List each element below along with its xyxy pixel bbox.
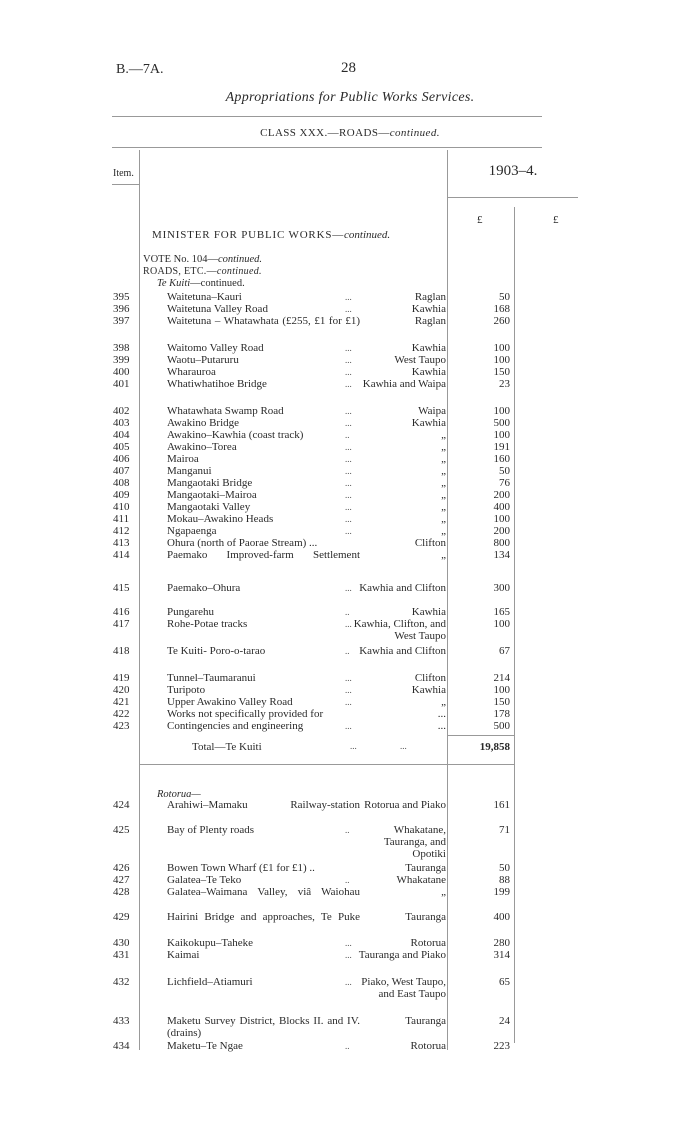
item-number: 402 xyxy=(113,405,130,417)
item-amount: 200 xyxy=(493,489,510,501)
item-amount: 50 xyxy=(499,465,510,477)
item-number: 411 xyxy=(113,513,130,525)
electoral-district: ... xyxy=(437,720,446,732)
item-description: Awakino Bridge xyxy=(167,417,240,429)
item-description: Maketu Survey District, Blocks II. and IV. (drains) xyxy=(167,1015,360,1039)
leader-dots: ... xyxy=(345,673,352,683)
electoral-district: Kawhia xyxy=(411,303,446,315)
leader-dots: ... xyxy=(345,343,352,353)
item-number: 399 xyxy=(113,354,130,366)
roads-heading-main: ROADS, ETC.— xyxy=(143,266,217,277)
header-rule xyxy=(112,116,542,117)
item-description: Mangaotaki Valley xyxy=(167,501,251,513)
item-amount: 100 xyxy=(493,429,510,441)
electoral-district: Tauranga and Piako xyxy=(358,949,446,961)
rotorua-heading: Rotorua— xyxy=(157,789,201,800)
item-number: 415 xyxy=(113,582,130,594)
total-bottom-rule xyxy=(139,764,514,765)
leader-dots: ... xyxy=(345,418,352,428)
electoral-district: Tauranga xyxy=(405,911,446,923)
item-description: Rohe-Potae tracks xyxy=(167,618,248,630)
item-amount: 178 xyxy=(493,708,510,720)
item-number: 425 xyxy=(113,824,130,836)
item-number: 412 xyxy=(113,525,130,537)
electoral-district: „ xyxy=(441,696,446,708)
total-leader-dots-2: ... xyxy=(400,741,407,751)
item-description: Te Kuiti- Poro-o-tarao xyxy=(167,645,266,657)
electoral-district: Kawhia xyxy=(411,684,446,696)
item-amount: 24 xyxy=(499,1015,510,1027)
item-amount: 300 xyxy=(493,582,510,594)
item-amount: 200 xyxy=(493,525,510,537)
item-description: Whatiwhatihoe Bridge xyxy=(167,378,267,390)
leader-dots: ... xyxy=(345,721,352,731)
item-amount: 161 xyxy=(493,799,510,811)
item-description: Whatawhata Swamp Road xyxy=(167,405,284,417)
item-description: Mairoa xyxy=(167,453,199,465)
item-description: Mangaotaki Bridge xyxy=(167,477,253,489)
item-description: Hairini Bridge and approaches, Te Puke xyxy=(167,911,360,923)
leader-dots: ... xyxy=(345,619,352,629)
electoral-district: Whakatane, Tauranga, and Opotiki xyxy=(383,824,446,860)
item-description: Awakino–Kawhia (coast track) xyxy=(167,429,304,441)
item-amount: 88 xyxy=(499,874,510,886)
item-number: 407 xyxy=(113,465,130,477)
item-number: 395 xyxy=(113,291,130,303)
electoral-district: „ xyxy=(441,886,446,898)
item-amount: 191 xyxy=(493,441,510,453)
item-number: 405 xyxy=(113,441,130,453)
leader-dots: ... xyxy=(345,685,352,695)
item-number: 397 xyxy=(113,315,130,327)
leader-dots: ... xyxy=(345,466,352,476)
electoral-district: Kawhia and Waipa xyxy=(362,378,446,390)
item-number: 421 xyxy=(113,696,130,708)
leader-dots: .. xyxy=(345,1041,350,1051)
leader-dots: ... xyxy=(345,292,352,302)
item-number: 416 xyxy=(113,606,130,618)
electoral-district: „ xyxy=(441,477,446,489)
item-number: 398 xyxy=(113,342,130,354)
item-amount: 280 xyxy=(493,937,510,949)
item-number: 417 xyxy=(113,618,130,630)
item-amount: 100 xyxy=(493,684,510,696)
electoral-district: Rotorua and Piako xyxy=(364,799,446,811)
item-description: Manganui xyxy=(167,465,212,477)
item-description: Paemako Improved-farm Settlement xyxy=(167,549,360,561)
item-description: Tunnel–Taumaranui xyxy=(167,672,256,684)
year-column-header: 1903–4. xyxy=(488,163,538,179)
item-amount: 100 xyxy=(493,342,510,354)
vote-heading-cont: continued. xyxy=(217,254,262,265)
electoral-district: Kawhia, Clifton, and West Taupo xyxy=(353,618,446,642)
electoral-district: Tauranga xyxy=(405,1015,446,1027)
item-description: Waitetuna – Whatawhata (£255, £1 for £1) xyxy=(167,315,360,327)
item-description: Mokau–Awakino Heads xyxy=(167,513,274,525)
item-number: 401 xyxy=(113,378,130,390)
item-description: Waitetuna Valley Road xyxy=(167,303,268,315)
total-leader-dots-1: ... xyxy=(350,741,357,751)
item-amount: 165 xyxy=(493,606,510,618)
item-number: 408 xyxy=(113,477,130,489)
leader-dots: ... xyxy=(345,379,352,389)
electoral-district: Kawhia xyxy=(411,606,446,618)
leader-dots: ... xyxy=(345,490,352,500)
district-heading-main: Te Kuiti xyxy=(157,278,191,289)
currency-symbol-1: £ xyxy=(477,214,483,226)
roads-heading xyxy=(143,266,262,277)
item-number: 431 xyxy=(113,949,130,961)
item-number: 406 xyxy=(113,453,130,465)
electoral-district: Kawhia and Clifton xyxy=(359,645,446,657)
amount-column-left-rule xyxy=(447,150,448,1050)
item-description: Kaimai xyxy=(167,949,200,961)
electoral-district: „ xyxy=(441,549,446,561)
item-amount: 67 xyxy=(499,645,510,657)
item-amount: 199 xyxy=(493,886,510,898)
item-number: 400 xyxy=(113,366,130,378)
leader-dots: .. xyxy=(345,607,350,617)
item-amount: 100 xyxy=(493,513,510,525)
electoral-district: „ xyxy=(441,465,446,477)
leader-dots: ... xyxy=(345,442,352,452)
leader-dots: .. xyxy=(345,825,350,835)
leader-dots: ... xyxy=(345,938,352,948)
leader-dots: .. xyxy=(345,646,350,656)
item-description: Lichfield–Atiamuri xyxy=(167,976,253,988)
electoral-district: Clifton xyxy=(414,672,446,684)
electoral-district: Rotorua xyxy=(410,937,446,949)
page-number: 28 xyxy=(341,60,356,76)
item-description: Arahiwi–Mamaku Railway-station xyxy=(167,799,360,811)
item-description: Mangaotaki–Mairoa xyxy=(167,489,257,501)
leader-dots: ... xyxy=(345,478,352,488)
item-description: Ngapaenga xyxy=(167,525,217,537)
total-amount: 19,858 xyxy=(479,741,510,753)
item-amount: 800 xyxy=(493,537,510,549)
item-description: Works not specifically provided for xyxy=(167,708,324,720)
leader-dots: ... xyxy=(345,502,352,512)
item-amount: 260 xyxy=(493,315,510,327)
total-top-rule xyxy=(447,735,514,736)
item-description: Paemako–Ohura xyxy=(167,582,241,594)
item-description: Awakino–Torea xyxy=(167,441,237,453)
electoral-district: Whakatane xyxy=(396,874,446,886)
item-amount: 223 xyxy=(493,1040,510,1052)
item-amount: 50 xyxy=(499,862,510,874)
item-amount: 100 xyxy=(493,618,510,630)
item-number: 404 xyxy=(113,429,130,441)
item-number: 420 xyxy=(113,684,130,696)
electoral-district: Kawhia xyxy=(411,342,446,354)
item-number: 403 xyxy=(113,417,130,429)
electoral-district: West Taupo xyxy=(394,354,446,366)
item-number: 419 xyxy=(113,672,130,684)
section-code: B.—7A. xyxy=(116,62,164,77)
leader-dots: .. xyxy=(345,875,350,885)
item-description: Waitetuna–Kauri xyxy=(167,291,242,303)
item-amount: 168 xyxy=(493,303,510,315)
item-description: Maketu–Te Ngae xyxy=(167,1040,243,1052)
item-description: Bay of Plenty roads xyxy=(167,824,255,836)
electoral-district: Waipa xyxy=(418,405,446,417)
electoral-district: Kawhia xyxy=(411,366,446,378)
item-description: Galatea–Te Teko xyxy=(167,874,242,886)
electoral-district: „ xyxy=(441,453,446,465)
item-description: Ohura (north of Paorae Stream) ... xyxy=(167,537,318,549)
amount-column-mid-rule xyxy=(514,207,515,1043)
item-amount: 500 xyxy=(493,720,510,732)
item-column-header: Item. xyxy=(113,168,134,179)
electoral-district: Tauranga xyxy=(405,862,446,874)
item-amount: 314 xyxy=(493,949,510,961)
item-amount: 500 xyxy=(493,417,510,429)
item-number: 422 xyxy=(113,708,130,720)
item-number: 428 xyxy=(113,886,130,898)
item-description: Galatea–Waimana Valley, viâ Waiohau xyxy=(167,886,360,898)
leader-dots: ... xyxy=(345,454,352,464)
leader-dots: ... xyxy=(345,355,352,365)
item-amount: 150 xyxy=(493,696,510,708)
class-heading-main: CLASS XXX.—ROADS— xyxy=(260,127,390,139)
item-amount: 71 xyxy=(499,824,510,836)
electoral-district: Rotorua xyxy=(410,1040,446,1052)
item-number: 410 xyxy=(113,501,130,513)
district-heading xyxy=(157,278,245,289)
year-header-rule xyxy=(448,197,578,198)
leader-dots: ... xyxy=(345,977,352,987)
item-column-rule xyxy=(139,150,140,1050)
item-description: Waotu–Putaruru xyxy=(167,354,239,366)
item-amount: 100 xyxy=(493,354,510,366)
electoral-district: „ xyxy=(441,513,446,525)
item-amount: 134 xyxy=(493,549,510,561)
leader-dots: ... xyxy=(345,697,352,707)
leader-dots: ... xyxy=(345,583,352,593)
item-number: 413 xyxy=(113,537,130,549)
class-heading-cont: continued. xyxy=(389,127,440,139)
leader-dots: .. xyxy=(345,430,350,440)
item-number: 426 xyxy=(113,862,130,874)
item-description: Bowen Town Wharf (£1 for £1) .. xyxy=(167,862,315,874)
currency-symbol-2: £ xyxy=(553,214,559,226)
electoral-district: „ xyxy=(441,429,446,441)
leader-dots: ... xyxy=(345,406,352,416)
item-amount: 23 xyxy=(499,378,510,390)
class-rule xyxy=(112,147,542,148)
item-description: Pungarehu xyxy=(167,606,215,618)
item-description: Turipoto xyxy=(167,684,206,696)
vote-heading-main: VOTE No. 104— xyxy=(143,254,218,265)
item-description: Kaikokupu–Taheke xyxy=(167,937,253,949)
electoral-district: Clifton xyxy=(414,537,446,549)
item-amount: 100 xyxy=(493,405,510,417)
leader-dots: ... xyxy=(345,950,352,960)
class-heading xyxy=(0,127,700,139)
item-number: 430 xyxy=(113,937,130,949)
electoral-district: Kawhia xyxy=(411,417,446,429)
item-description: Waitomo Valley Road xyxy=(167,342,264,354)
electoral-district: Raglan xyxy=(414,315,446,327)
item-number: 418 xyxy=(113,645,130,657)
item-header-rule xyxy=(112,184,139,185)
item-number: 434 xyxy=(113,1040,130,1052)
roads-heading-cont: continued. xyxy=(216,266,262,277)
item-description: Upper Awakino Valley Road xyxy=(167,696,293,708)
item-number: 427 xyxy=(113,874,130,886)
minister-heading xyxy=(152,229,390,241)
electoral-district: Piako, West Taupo, and East Taupo xyxy=(361,976,446,1000)
electoral-district: „ xyxy=(441,441,446,453)
item-number: 433 xyxy=(113,1015,130,1027)
item-amount: 160 xyxy=(493,453,510,465)
minister-heading-main: MINISTER FOR PUBLIC WORKS— xyxy=(152,229,345,241)
minister-heading-cont: continued. xyxy=(344,229,391,241)
item-amount: 76 xyxy=(499,477,510,489)
item-number: 429 xyxy=(113,911,130,923)
electoral-district: „ xyxy=(441,489,446,501)
electoral-district: ... xyxy=(437,708,446,720)
item-amount: 150 xyxy=(493,366,510,378)
item-number: 424 xyxy=(113,799,130,811)
item-number: 409 xyxy=(113,489,130,501)
leader-dots: ... xyxy=(345,526,352,536)
item-number: 396 xyxy=(113,303,130,315)
district-heading-cont: —continued. xyxy=(190,278,245,289)
page-title: Appropriations for Public Works Services. xyxy=(225,90,475,105)
item-amount: 214 xyxy=(493,672,510,684)
total-label: Total—Te Kuiti xyxy=(192,741,262,753)
leader-dots: ... xyxy=(345,367,352,377)
electoral-district: „ xyxy=(441,501,446,513)
item-amount: 400 xyxy=(493,911,510,923)
item-number: 432 xyxy=(113,976,130,988)
item-amount: 65 xyxy=(499,976,510,988)
item-number: 414 xyxy=(113,549,130,561)
item-amount: 400 xyxy=(493,501,510,513)
vote-heading xyxy=(143,254,262,265)
item-description: Contingencies and engineering xyxy=(167,720,304,732)
electoral-district: „ xyxy=(441,525,446,537)
item-description: Wharauroa xyxy=(167,366,216,378)
electoral-district: Raglan xyxy=(414,291,446,303)
electoral-district: Kawhia and Clifton xyxy=(359,582,446,594)
leader-dots: ... xyxy=(345,304,352,314)
leader-dots: ... xyxy=(345,514,352,524)
item-number: 423 xyxy=(113,720,130,732)
item-amount: 50 xyxy=(499,291,510,303)
